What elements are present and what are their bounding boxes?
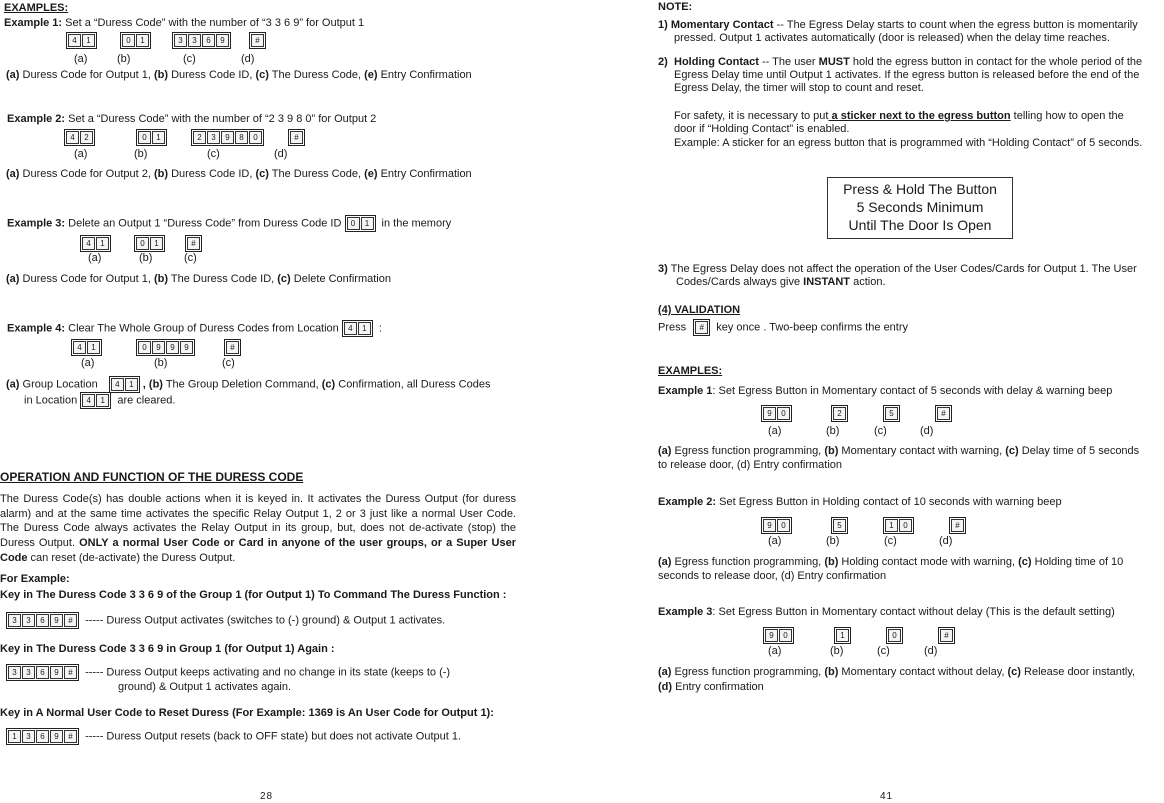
note-3-line-2: Codes/Cards always give INSTANT action. (676, 276, 886, 288)
keypad-key: # (695, 321, 708, 334)
keypad-key-group (80, 235, 111, 252)
keypad-key-group (66, 32, 97, 49)
key-group-label: (c) (877, 645, 890, 657)
example-3-title: Example 3: Delete an Output 1 “Duress Code” from Duress Code ID 0 1 in the memory (7, 215, 451, 232)
note-heading: NOTE: (658, 1, 693, 13)
step-2-row-2: ground) & Output 1 activates again. (118, 681, 292, 693)
keypad-key: 4 (66, 131, 79, 144)
keypad-key: 1 (96, 237, 109, 250)
desc-marker: (e) (364, 69, 378, 81)
desc-marker: (c) (255, 168, 269, 180)
note-3: 3) The Egress Delay does not affect the operation of the User Codes/Cards for Output 1. The User (658, 263, 1137, 275)
note-2: Holding Contact -- The user MUST hold the egress button in contact for the whole period of the (674, 56, 1143, 68)
keypad-key-group (134, 235, 165, 252)
operation-paragraph: The Duress Code(s) has double actions when it is keyed in. It activates the Duress Output (for duress alarm) and at the same time activates the specific Relay Output 1, 2 or 3 just like a normal User Code. The Duress Code always activates the Relay Output in its group, but, does not de-activate (stop) the Duress Output. ONLY a normal User Code or Card in anyone of the user groups, or a Super User Code can reset (de-activate) the Duress Output. (0, 493, 516, 564)
egress-example-3-keys (763, 627, 958, 644)
key-group-label: (c) (874, 425, 887, 437)
keypad-key-group (935, 405, 952, 422)
sticker-line-1: Press & Hold The Button (843, 181, 997, 197)
keypad-key: # (937, 407, 950, 420)
keypad-key: 2 (80, 131, 93, 144)
desc-text: The Duress Code, (268, 69, 365, 81)
sticker-box (827, 177, 1013, 239)
sticker-line-2: 5 Seconds Minimum (856, 199, 984, 215)
key-group-label: (a) (74, 53, 88, 65)
example-4-keys (71, 339, 244, 356)
page-number-left: 28 (260, 791, 274, 802)
keypad-key: 3 (8, 614, 21, 627)
desc-marker: (c) (255, 69, 269, 81)
desc-marker: (a) (6, 69, 20, 81)
keypad-key: # (64, 666, 77, 679)
keypad-key: 3 (188, 34, 201, 47)
key-group-label: (b) (134, 148, 148, 160)
keypad-key: 0 (136, 237, 149, 250)
safety-line-2: door if “Holding Contact” is enabled. (674, 123, 850, 135)
example-3-title-keys (345, 215, 376, 232)
key-group-label: (a) (88, 252, 102, 264)
keypad-key: 6 (36, 730, 49, 743)
safety-line-3: Example: A sticker for an egress button that is programmed with “Holding Contact” of 5 seconds. (674, 137, 1143, 149)
key-group-label: (d) (274, 148, 288, 160)
example-1-title: Example 1: Set a “Duress Code” with the number of “3 3 6 9” for Output 1 (4, 17, 365, 29)
key-group-label: (b) (830, 645, 844, 657)
keypad-key: 1 (82, 34, 95, 47)
keypad-key: 9 (166, 341, 179, 354)
keypad-key-group (761, 405, 792, 422)
keypad-key-group (185, 235, 202, 252)
keypad-key: 9 (50, 730, 63, 743)
key-group-label: (a) (768, 645, 782, 657)
keypad-key-group (883, 405, 900, 422)
desc-marker: (a) (6, 273, 20, 285)
key-group-label: (a) (768, 535, 782, 547)
keypad-key: # (951, 519, 964, 532)
page-number-right: 41 (880, 791, 894, 802)
key-group-label: (d) (241, 53, 255, 65)
key-group-label: (a) (74, 148, 88, 160)
note-2-line-3: Egress Delay, the timer will stop to count and reset. (674, 82, 924, 94)
keypad-key: 4 (68, 34, 81, 47)
keypad-key: 0 (249, 131, 262, 144)
egress-example-2-desc-2: seconds to release door, (d) Entry confirmation (658, 570, 887, 582)
keypad-key: 0 (122, 34, 135, 47)
keypad-key-group (763, 627, 794, 644)
egress-example-2-desc: (a) Egress function programming, (b) Holding contact mode with warning, (c) Holding time of 10 (658, 556, 1124, 568)
key-group-label: (c) (183, 53, 196, 65)
keypad-key: 2 (833, 407, 846, 420)
keypad-key: 3 (174, 34, 187, 47)
keypad-key: # (64, 730, 77, 743)
keypad-key: 1 (8, 730, 21, 743)
keypad-key: 1 (125, 378, 138, 391)
example-1-keys (66, 32, 269, 49)
example-2-desc (6, 167, 472, 181)
keypad-key: 3 (207, 131, 220, 144)
keypad-key-group (831, 405, 848, 422)
egress-example-1-desc-2: to release door, (d) Entry confirmation (658, 459, 843, 471)
egress-example-3-desc-2: (d) Entry confirmation (658, 681, 764, 693)
keypad-key: # (64, 614, 77, 627)
example-3-keys (80, 235, 205, 252)
example-4-desc2-keys (80, 392, 111, 409)
desc-text: Duress Code ID, (168, 69, 256, 81)
keypad-key: 9 (50, 614, 63, 627)
keypad-key: 0 (777, 519, 790, 532)
desc-text: Duress Code for Output 2, (19, 168, 154, 180)
keypad-key: 9 (763, 407, 776, 420)
step-2-row: 3 3 6 9 # ----- Duress Output keeps activating and no change in its state (keeps to (-) (6, 664, 450, 681)
desc-marker: (b) (153, 168, 169, 180)
keypad-key-group (120, 32, 151, 49)
keypad-key: 1 (152, 131, 165, 144)
keypad-key: # (226, 341, 239, 354)
note-2-line-2: Egress Delay time until Output 1 activates. If the egress button is released before the end of the (674, 69, 1140, 81)
keypad-key: 4 (82, 394, 95, 407)
keypad-key-group (886, 627, 903, 644)
keypad-key-group (949, 517, 966, 534)
egress-example-2-title: Example 2: Set Egress Button in Holding contact of 10 seconds with warning beep (658, 496, 1062, 508)
desc-text: The Duress Code ID, (168, 273, 278, 285)
keypad-key: 6 (36, 614, 49, 627)
keypad-key: 4 (111, 378, 124, 391)
keypad-key-group (136, 339, 195, 356)
step-1-heading: Key in The Duress Code 3 3 6 9 of the Group 1 (for Output 1) To Command The Duress Function : (0, 589, 507, 601)
keypad-key: 3 (22, 730, 35, 743)
keypad-key: 4 (73, 341, 86, 354)
desc-text: Entry Confirmation (377, 69, 472, 81)
keypad-key: 6 (36, 666, 49, 679)
egress-example-2-keys (761, 517, 969, 534)
keypad-key: 1 (96, 394, 109, 407)
egress-example-1-keys (761, 405, 955, 422)
keypad-key: 1 (836, 629, 849, 642)
keypad-key: 9 (152, 341, 165, 354)
key-group-label: (b) (826, 535, 840, 547)
keypad-key: 1 (885, 519, 898, 532)
desc-text: The Duress Code, (268, 168, 365, 180)
key-group-label: (d) (939, 535, 953, 547)
key-group-label: (b) (117, 53, 131, 65)
key-group-label: (b) (139, 252, 153, 264)
keypad-key: 1 (87, 341, 100, 354)
keypad-key-group (249, 32, 266, 49)
validation-text: Press # key once . Two-beep confirms the entry (658, 319, 908, 336)
keypad-key-group (831, 517, 848, 534)
keypad-key: 4 (82, 237, 95, 250)
keypad-key-group (938, 627, 955, 644)
key-group-label: (c) (207, 148, 220, 160)
keypad-key: 3 (22, 614, 35, 627)
keypad-key: 0 (899, 519, 912, 532)
desc-text: Duress Code for Output 1, (19, 273, 154, 285)
key-group-label: (b) (154, 357, 168, 369)
key-group-label: (c) (222, 357, 235, 369)
key-group-label: (d) (920, 425, 934, 437)
right-examples-heading: EXAMPLES: (658, 365, 723, 377)
key-group-label: (b) (826, 425, 840, 437)
keypad-key: 2 (193, 131, 206, 144)
validation-key (693, 319, 710, 336)
keypad-key: 1 (358, 322, 371, 335)
key-group-label: (c) (184, 252, 197, 264)
desc-marker: (e) (364, 168, 378, 180)
egress-example-1-desc: (a) Egress function programming, (b) Momentary contact with warning, (c) Delay time of 5 seconds (658, 445, 1140, 457)
keypad-key: # (187, 237, 200, 250)
safety-line-1: For safety, it is necessary to put a sticker next to the egress button telling how to open the (674, 110, 1124, 122)
keypad-key: # (940, 629, 953, 642)
keypad-key: 3 (22, 666, 35, 679)
for-example-label: For Example: (0, 573, 70, 585)
note-1: 1) Momentary Contact -- The Egress Delay starts to count when the egress button is momentarily (658, 19, 1138, 31)
egress-example-3-desc: (a) Egress function programming, (b) Momentary contact without delay, (c) Release door instantly, (658, 666, 1136, 678)
note-1-line-2: pressed. Output 1 activates automatically (door is released) when the delay time reaches. (674, 32, 1110, 44)
keypad-key: # (251, 34, 264, 47)
keypad-key: 9 (180, 341, 193, 354)
keypad-key-group (172, 32, 231, 49)
desc-text: Entry Confirmation (377, 168, 472, 180)
keypad-key: 6 (202, 34, 215, 47)
key-group-label: (a) (81, 357, 95, 369)
keypad-key: 0 (347, 217, 360, 230)
step-3-heading: Key in A Normal User Code to Reset Duress (For Example: 1369 is An User Code for Output 1): (0, 707, 494, 719)
example-3-desc (6, 272, 391, 286)
keypad-key: 1 (361, 217, 374, 230)
keypad-key-group (191, 129, 264, 146)
keypad-key: 1 (136, 34, 149, 47)
keypad-key: 0 (138, 131, 151, 144)
desc-text: Delete Confirmation (290, 273, 391, 285)
example-2-title: Example 2: Set a “Duress Code” with the number of “2 3 9 8 0” for Output 2 (7, 113, 377, 125)
key-group-label: (a) (768, 425, 782, 437)
keypad-key: 5 (833, 519, 846, 532)
desc-marker: (b) (153, 69, 169, 81)
example-1-desc (6, 68, 472, 82)
keypad-key: 9 (763, 519, 776, 532)
key-group-label: (d) (924, 645, 938, 657)
keypad-key: 4 (344, 322, 357, 335)
example-4-title-keys (342, 320, 373, 337)
desc-marker: (a) (6, 168, 20, 180)
step-3-row: 1 3 6 9 # ----- Duress Output resets (back to OFF state) but does not activate Output 1. (6, 728, 461, 745)
keypad-key-group (136, 129, 167, 146)
keypad-key: 5 (885, 407, 898, 420)
keypad-key: 0 (777, 407, 790, 420)
desc-text: Duress Code ID, (168, 168, 256, 180)
step-1-row: 3 3 6 9 # ----- Duress Output activates (switches to (-) ground) & Output 1 activates. (6, 612, 445, 629)
keypad-key: 0 (888, 629, 901, 642)
egress-example-1-title: Example 1: Set Egress Button in Momentary contact of 5 seconds with delay & warning beep (658, 385, 1113, 397)
keypad-key: 9 (50, 666, 63, 679)
keypad-key: 9 (765, 629, 778, 642)
keypad-key: 0 (779, 629, 792, 642)
keypad-key-group (883, 517, 914, 534)
desc-text: Duress Code for Output 1, (19, 69, 154, 81)
keypad-key: # (290, 131, 303, 144)
keypad-key-group (224, 339, 241, 356)
keypad-key: 3 (8, 666, 21, 679)
example-4-desc-2: in Location 4 1 are cleared. (24, 392, 175, 409)
desc-marker: (c) (277, 273, 291, 285)
keypad-key-group (288, 129, 305, 146)
sticker-line-3: Until The Door Is Open (848, 217, 992, 233)
key-group-label: (c) (884, 535, 897, 547)
example-4-title: Example 4: Clear The Whole Group of Duress Codes from Location 4 1 : (7, 320, 382, 337)
example-4-desc-keys (109, 376, 140, 393)
example-2-keys (64, 129, 308, 146)
keypad-key-group (761, 517, 792, 534)
example-4-desc-1: (a) Group Location 4 1 , (b) The Group Deletion Command, (c) Confirmation, all Duress Codes (6, 376, 490, 393)
egress-example-3-title: Example 3: Set Egress Button in Momentary contact without delay (This is the default setting) (658, 606, 1115, 618)
step-2-keys (6, 664, 79, 681)
keypad-key: 9 (221, 131, 234, 144)
operation-heading: OPERATION AND FUNCTION OF THE DURESS CODE (0, 470, 304, 484)
keypad-key-group (71, 339, 102, 356)
keypad-key: 0 (138, 341, 151, 354)
step-1-keys (6, 612, 79, 629)
keypad-key-group (64, 129, 95, 146)
desc-marker: (b) (153, 273, 169, 285)
keypad-key: 8 (235, 131, 248, 144)
note-2-number: 2) (658, 56, 668, 68)
keypad-key: 1 (150, 237, 163, 250)
validation-heading: (4) VALIDATION (658, 304, 741, 316)
keypad-key: 9 (216, 34, 229, 47)
step-3-keys (6, 728, 79, 745)
examples-heading: EXAMPLES: (4, 2, 69, 14)
step-2-heading: Key in The Duress Code 3 3 6 9 in Group 1 (for Output 1) Again : (0, 643, 335, 655)
keypad-key-group (834, 627, 851, 644)
